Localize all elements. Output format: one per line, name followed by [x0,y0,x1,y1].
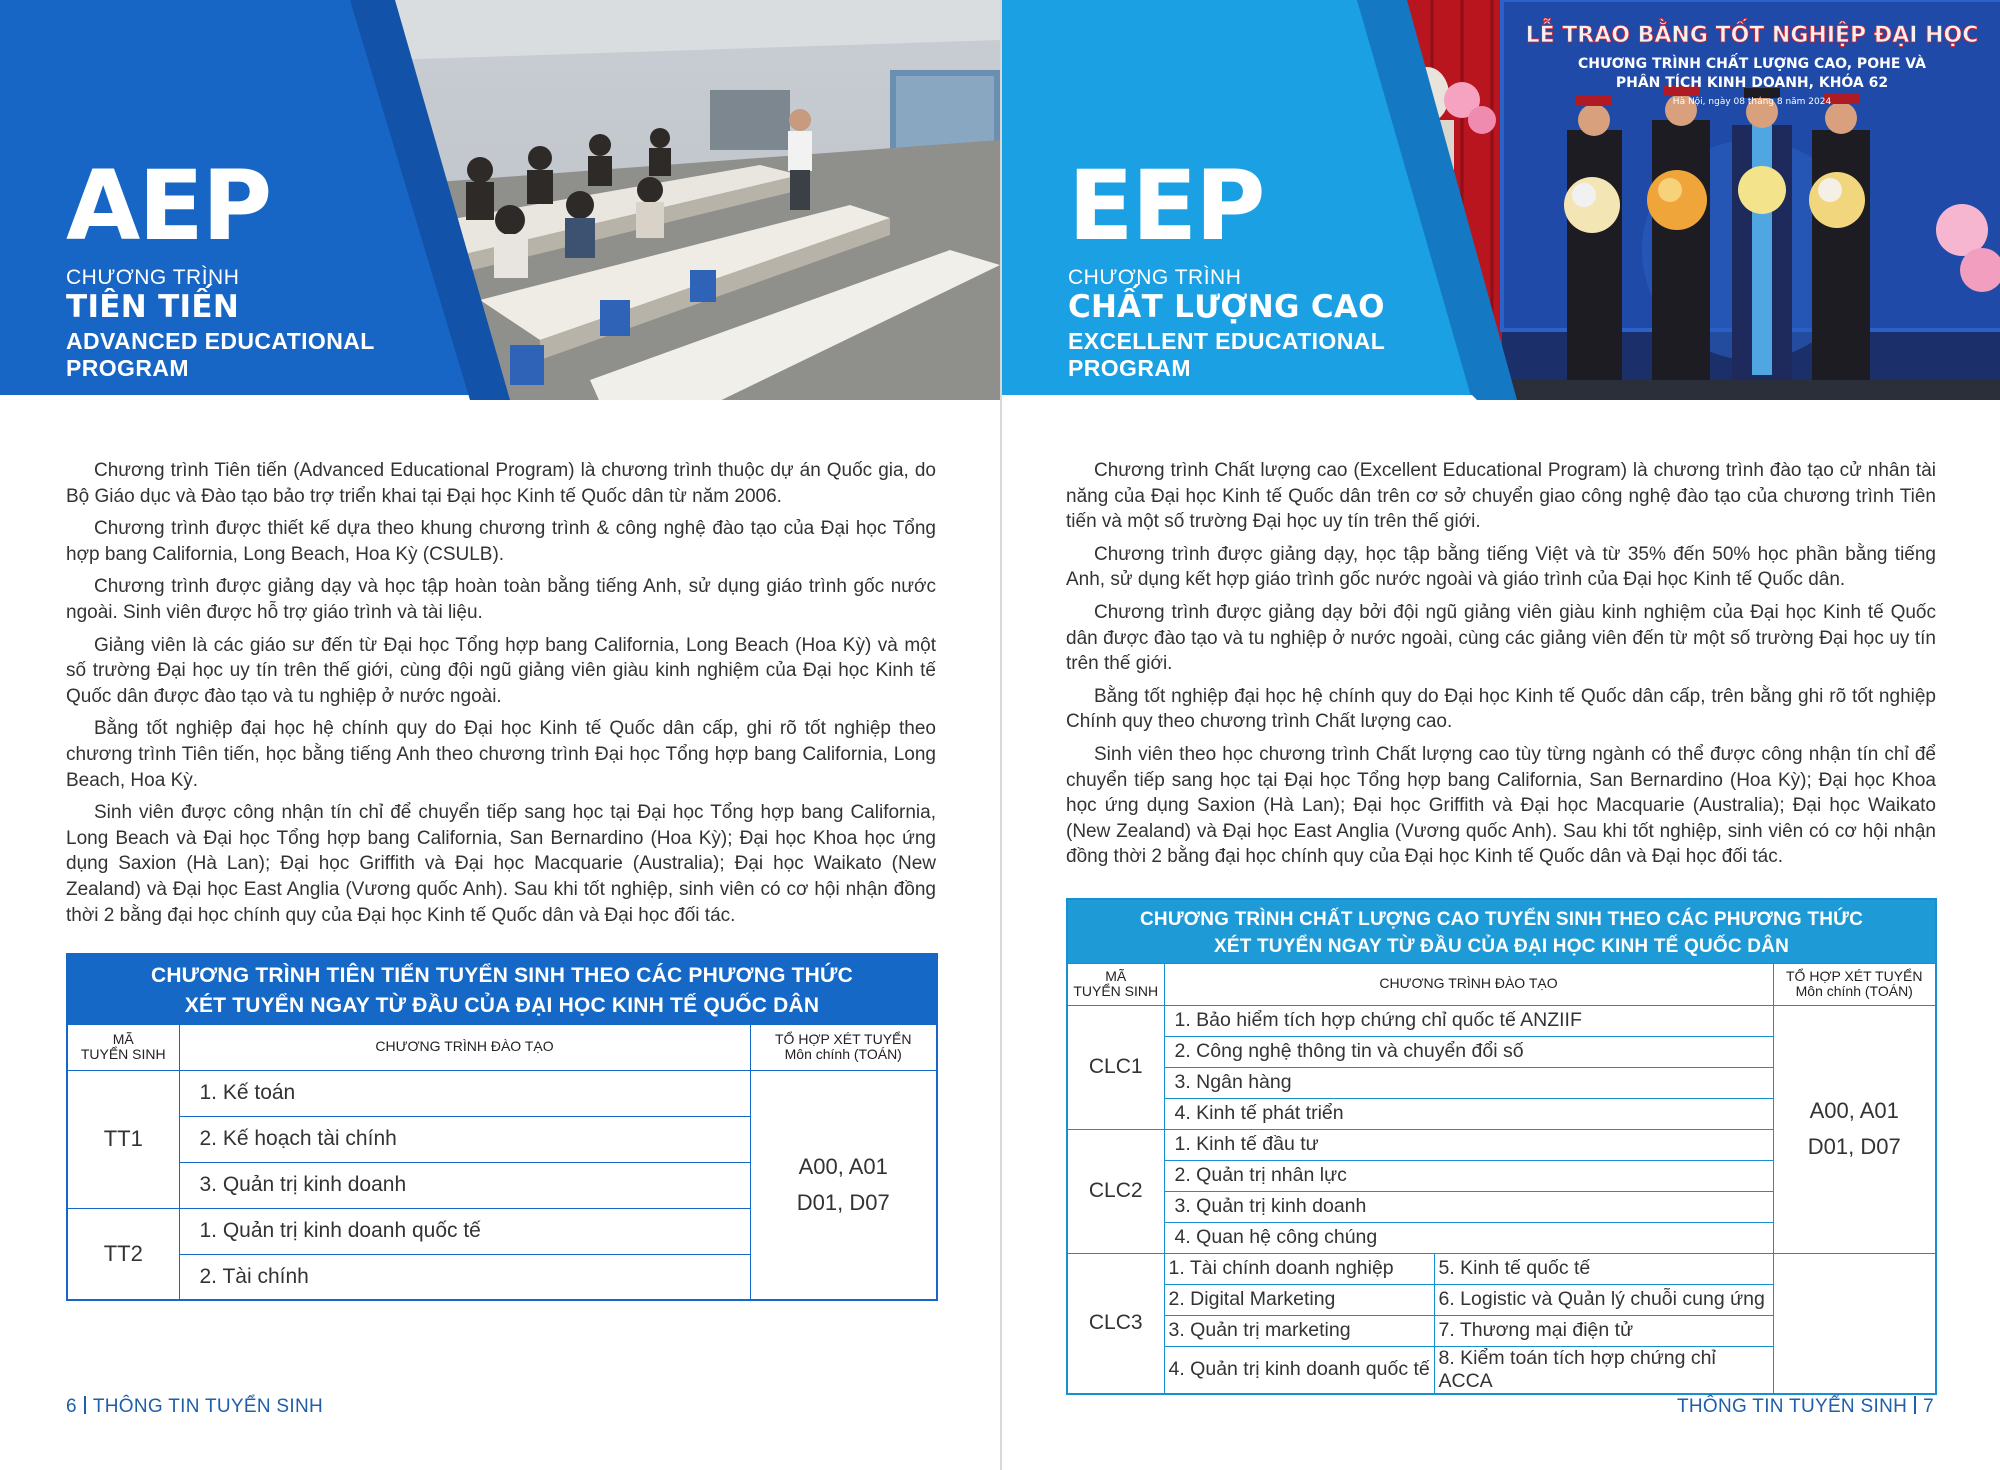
table-row [1067,1005,1936,1036]
right-page [1000,0,2000,1470]
footer-divider [1914,1396,1916,1414]
program-prefix: CHƯƠNG TRÌNH [66,266,240,289]
header-band-aep [0,0,1000,425]
admission-code: CLC3 [1067,1253,1164,1394]
aep-description [66,458,936,935]
col-header-program: CHƯƠNG TRÌNH ĐÀO TẠO [179,1024,750,1070]
table-row [67,1070,937,1116]
eep-admission-table [1066,898,1937,1395]
program-cell: 2. Digital Marketing [1164,1284,1434,1315]
header-band-eep [1002,0,2000,425]
program-code-eep: EEP [1068,150,1264,262]
subject-combination-continued [1773,1253,1936,1394]
program-cell: 1. Kế toán [179,1070,750,1116]
program-cell: 2. Công nghệ thông tin và chuyển đổi số [1164,1036,1773,1067]
program-cell: 2. Quản trị nhân lực [1164,1160,1773,1191]
program-cell: 5. Kinh tế quốc tế [1434,1253,1773,1284]
program-cell: 7. Thương mại điện tử [1434,1315,1773,1346]
page-footer-right [1677,1396,1934,1418]
col-header-program: CHƯƠNG TRÌNH ĐÀO TẠO [1164,963,1773,1005]
program-cell: 4. Quản trị kinh doanh quốc tế [1164,1346,1434,1394]
program-name-eep: CHẤT LƯỢNG CAO [1068,289,1385,325]
paragraph: Bằng tốt nghiệp đại học hệ chính quy do Đại học Kinh tế Quốc dân cấp, ghi rõ tốt nghiệp theo chương trình Tiên tiến, học bằng tiếng Anh theo chương trình Đại học Tổng hợp bang California, Long Beach, Hoa Kỳ. [66,718,936,791]
banner-subtitle-1: CHƯƠNG TRÌNH CHẤT LƯỢNG CAO, POHE VÀ [1578,56,1926,72]
banner-date: Hà Nội, ngày 08 tháng 8 năm 2024 [1672,97,1832,107]
paragraph: Sinh viên theo học chương trình Chất lượng cao tùy từng ngành có thể được công nhận tín chỉ để chuyển tiếp sang học tại Đại học Tổng hợp bang California, San Bernardino (Hoa Kỳ); Đại học Khoa học ứng dụng Saxion (Hà Lan); Đại học Griffith và Đại học Macquarie (Australia); Đại học Waikato (New Zealand) và Đại học East Anglia (Vương quốc Anh). Sau khi tốt nghiệp, sinh viên có cơ hội nhận đồng thời 2 bằng đại học chính quy của Đại học Kinh tế Quốc dân và Đại học đối tác. [1066,743,1936,868]
table-row [1067,1253,1936,1284]
program-name-aep: TIÊN TIẾN [66,289,240,325]
col-header-combo: TỔ HỢP XÉT TUYỂN Môn chính (TOÁN) [1773,963,1936,1005]
program-cell: 2. Kế hoạch tài chính [179,1116,750,1162]
program-cell: 3. Quản trị kinh doanh [1164,1191,1773,1222]
col-header-code: MÃ TUYỂN SINH [67,1024,179,1070]
program-cell: 3. Ngân hàng [1164,1067,1773,1098]
program-cell: 1. Quản trị kinh doanh quốc tế [179,1208,750,1254]
table-title: CHƯƠNG TRÌNH TIÊN TIẾN TUYỂN SINH THEO CÁC PHƯƠNG THỨC XÉT TUYỂN NGAY TỪ ĐẦU CỦA ĐẠI HỌC KINH TẾ QUỐC DÂN [67,954,937,1024]
eep-description [1066,458,1936,877]
paragraph: Chương trình được giảng dạy, học tập bằng tiếng Việt và từ 35% đến 50% học phần bằng tiếng Anh, sử dụng kết hợp giáo trình gốc nước ngoài và giáo trình của Đại học Kinh tế Quốc dân. [1066,543,1936,591]
admission-code: CLC1 [1067,1005,1164,1129]
program-code-aep: AEP [66,150,271,262]
admission-code: TT1 [67,1070,179,1208]
banner-title: LỄ TRAO BẰNG TỐT NGHIỆP ĐẠI HỌC [1525,23,1979,48]
footer-label: THÔNG TIN TUYỂN SINH [92,1396,324,1417]
footer-divider [84,1396,86,1414]
paragraph: Chương trình được giảng dạy và học tập hoàn toàn bằng tiếng Anh, sử dụng giáo trình gốc nước ngoài. Sinh viên được hỗ trợ giáo trình và tài liệu. [66,576,936,623]
page-footer-left [66,1396,323,1418]
subject-combination: A00, A01 D01, D07 [1773,1005,1936,1253]
program-cell: 3. Quản trị marketing [1164,1315,1434,1346]
footer-label: THÔNG TIN TUYỂN SINH [1676,1396,1908,1417]
page-number: 7 [1923,1396,1934,1417]
program-cell: 6. Logistic và Quản lý chuỗi cung ứng [1434,1284,1773,1315]
banner-subtitle-2: PHÂN TÍCH KINH DOANH, KHÓA 62 [1615,75,1889,91]
paragraph: Chương trình được thiết kế dựa theo khung chương trình & công nghệ đào tạo của Đại học Tổng hợp bang California, Long Beach, Hoa Kỳ (CSULB). [66,518,936,565]
paragraph: Bằng tốt nghiệp đại học hệ chính quy do Đại học Kinh tế Quốc dân cấp, trên bằng ghi rõ tốt nghiệp Chính quy theo chương trình Chất lượng cao. [1066,685,1936,733]
paragraph: Giảng viên là các giáo sư đến từ Đại học Tổng hợp bang California, Long Beach (Hoa Kỳ) và một số trường Đại học uy tín trên thế giới, cùng đội ngũ giảng viên giàu kinh nghiệm của Đại học Kinh tế Quốc dân được đào tạo và tu nghiệp ở nước ngoài. [66,634,936,707]
page-number: 6 [66,1396,77,1417]
col-header-combo: TỔ HỢP XÉT TUYỂN Môn chính (TOÁN) [750,1024,937,1070]
paragraph: Chương trình Tiên tiến (Advanced Educational Program) là chương trình thuộc dự án Quốc gia, do Bộ Giáo dục và Đào tạo bảo trợ triển khai tại Đại học Kinh tế Quốc dân từ năm 2006. [66,460,936,507]
aep-admission-table [66,953,938,1301]
program-cell: 4. Kinh tế phát triển [1164,1098,1773,1129]
admission-code: TT2 [67,1208,179,1300]
program-english-eep: EXCELLENT EDUCATIONAL PROGRAM [1068,328,1386,381]
paragraph: Chương trình Chất lượng cao (Excellent Educational Program) là chương trình đào tạo cử nhân tài năng của Đại học Kinh tế Quốc dân trên cơ sở chuyển giao công nghệ đào tạo của chương trình Tiên tiến và một số trường Đại học uy tín trên thế giới. [1066,460,1936,533]
program-english-aep: ADVANCED EDUCATIONAL PROGRAM [66,328,375,381]
program-cell: 3. Quản trị kinh doanh [179,1162,750,1208]
program-cell: 8. Kiểm toán tích hợp chứng chỉ ACCA [1434,1346,1773,1394]
program-cell: 4. Quan hệ công chúng [1164,1222,1773,1253]
subject-combination: A00, A01 D01, D07 [750,1070,937,1300]
program-cell: 2. Tài chính [179,1254,750,1300]
program-cell: 1. Kinh tế đầu tư [1164,1129,1773,1160]
paragraph: Chương trình được giảng dạy bởi đội ngũ giảng viên giàu kinh nghiệm của Đại học Kinh tế Quốc dân được đào tạo và tu nghiệp ở nước ngoài, cùng các giảng viên đến từ một số trường Đại học uy tín trên thế giới. [1066,601,1936,675]
program-cell: 1. Bảo hiểm tích hợp chứng chỉ quốc tế ANZIIF [1164,1005,1773,1036]
program-prefix: CHƯƠNG TRÌNH [1068,266,1242,289]
table-title: CHƯƠNG TRÌNH CHẤT LƯỢNG CAO TUYỂN SINH THEO CÁC PHƯƠNG THỨC XÉT TUYỂN NGAY TỪ ĐẦU CỦA ĐẠI HỌC KINH TẾ QUỐC DÂN [1067,899,1936,963]
col-header-code: MÃ TUYỂN SINH [1067,963,1164,1005]
paragraph: Sinh viên được công nhận tín chỉ để chuyển tiếp sang học tại Đại học Tổng hợp bang California, Long Beach và Đại học Tổng hợp bang California, San Bernardino (Hoa Kỳ); Đại học Khoa học ứng dụng Saxion (Hà Lan); Đại học Griffith và Đại học Macquarie (Australia); Đại học Waikato (New Zealand) và Đại học East Anglia (Vương quốc Anh). Sau khi tốt nghiệp, sinh viên có cơ hội nhận đồng thời 2 bằng đại học chính quy của Đại học Kinh tế Quốc dân và Đại học đối tác. [66,802,936,926]
program-cell: 1. Tài chính doanh nghiệp [1164,1253,1434,1284]
admission-code: CLC2 [1067,1129,1164,1253]
